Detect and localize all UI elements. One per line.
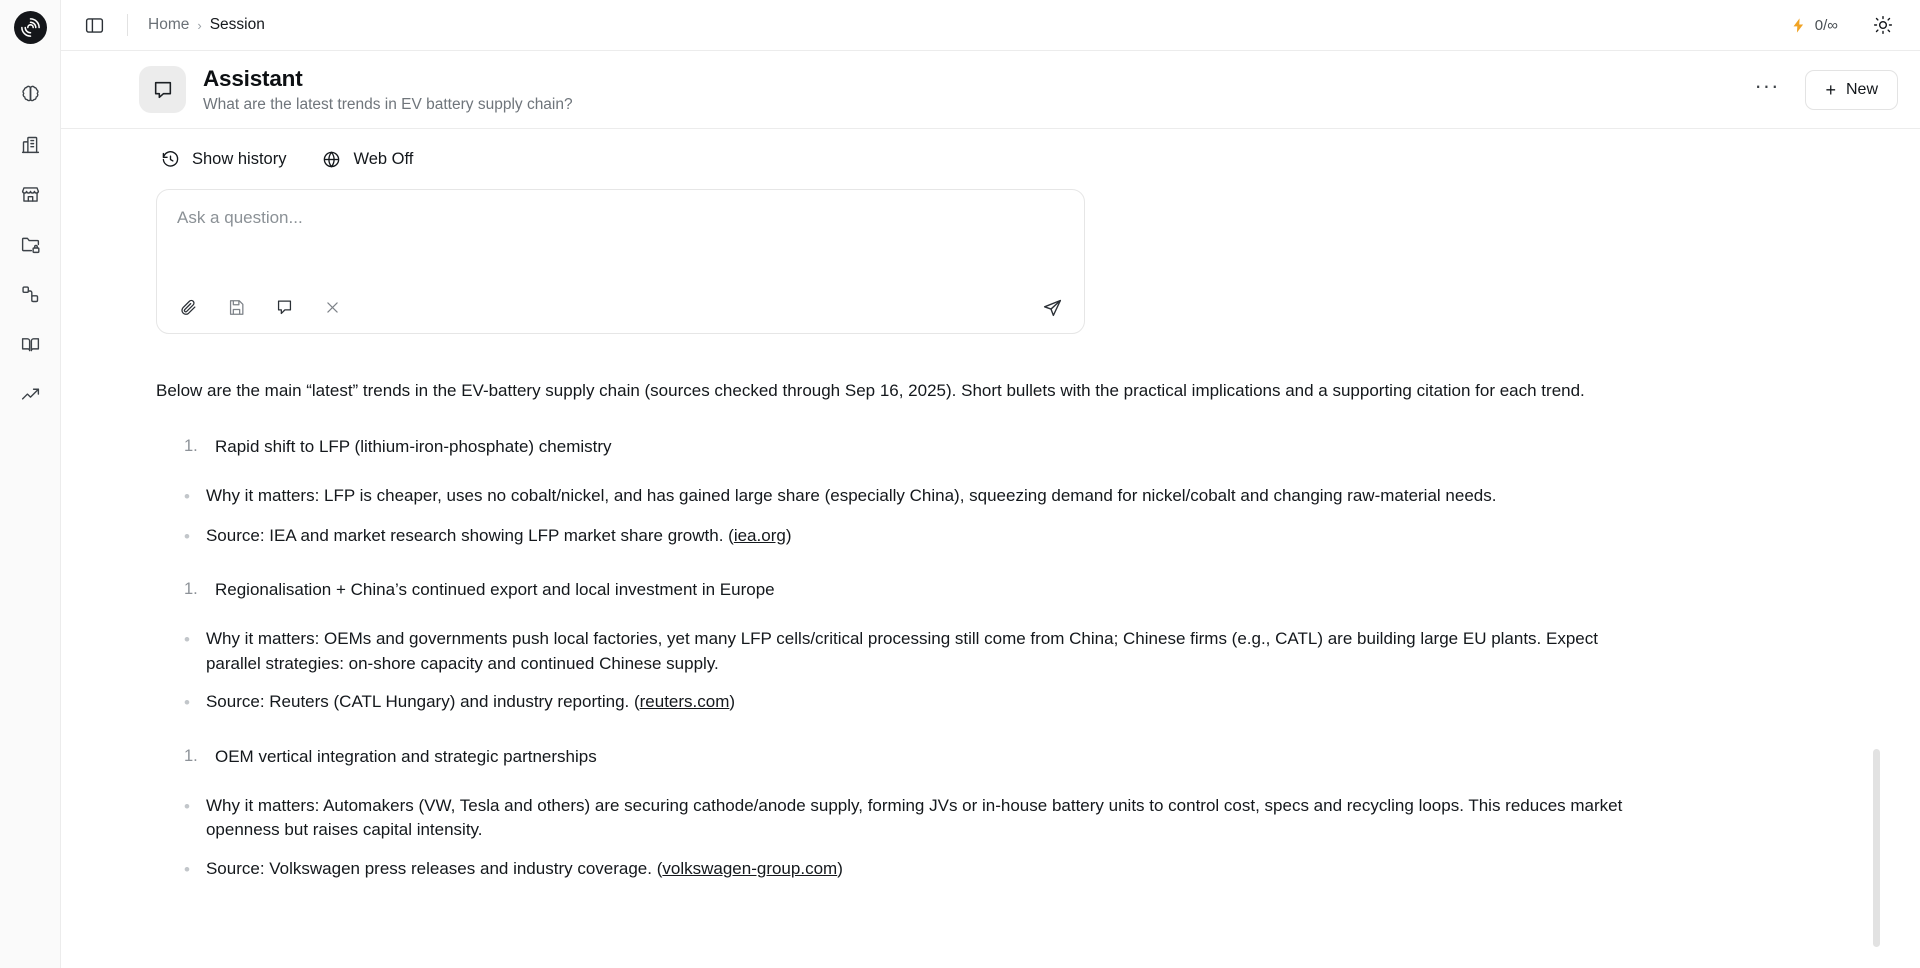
new-session-label: New [1845,80,1878,98]
trend-number: 1. [184,746,198,765]
store-icon [20,184,41,205]
trend-heading-row [156,580,1868,600]
close-x-icon[interactable] [321,296,343,318]
toolbar-divider [127,14,128,36]
tool-strip [61,129,1920,189]
session-subtitle: What are the latest trends in EV battery supply chain? [203,95,573,113]
vertical-scrollbar[interactable] [1873,749,1880,947]
answer-lede: Below are the main “latest” trends in the EV-battery supply chain (sources checked through Sep 16, 2025). Short bullets with the practical implications and a supporting citation for each trend. [156,381,1585,400]
composer-icons [177,296,343,318]
chat-bubble-icon [139,66,186,113]
spiral-logo-icon[interactable] [14,11,47,44]
building-icon [20,134,41,155]
bullet-prefix: Source: Volkswagen press releases and industry coverage. ( [205,859,663,879]
bullet-text: Why it matters: LFP is cheaper, uses no cobalt/nickel, and has gained large share (especially China), squeezing demand for nickel/cobalt and changing raw-material needs. [205,485,1497,505]
paperclip-icon[interactable] [177,296,199,318]
trend-item [156,747,1868,884]
bullet-prefix: Source: Reuters (CATL Hungary) and industry reporting. ( [205,692,640,712]
list-item [184,690,1868,716]
workflow-nodes-icon [20,284,41,305]
trend-item [156,437,1868,551]
bullet-suffix: ) [837,859,843,879]
book-open-icon [20,334,41,355]
send-paper-plane-icon[interactable] [1040,295,1064,319]
bullet-dot-icon: • [184,630,190,650]
sidebar-item-analytics[interactable] [10,374,50,414]
answer-body [61,334,1920,968]
list-item [184,857,1868,883]
lightning-bolt-icon [1790,17,1807,34]
top-bar [61,0,1920,51]
session-actions [1754,70,1898,110]
trend-heading-row [156,747,1868,767]
trend-bullets [156,484,1868,551]
sidebar-item-library[interactable] [10,324,50,364]
sun-icon[interactable] [1868,10,1898,40]
web-toggle-button[interactable] [322,150,413,169]
trend-bullets [156,627,1868,717]
bullet-prefix: Source: IEA and market research showing LFP market share growth. ( [205,525,734,545]
composer-wrapper [61,189,1920,334]
chevron-right-icon: › [197,17,202,33]
save-disk-icon[interactable] [225,296,247,318]
bullet-dot-icon: • [184,796,190,816]
composer-toolbar [177,295,1064,319]
bullet-suffix: ) [785,525,792,545]
bullet-dot-icon: • [184,526,190,546]
citation-link[interactable]: iea.org [733,525,786,545]
more-options-icon[interactable]: ··· [1754,73,1780,98]
bullet-text: Why it matters: OEMs and governments push local factories, yet many LFP cells/critical processing still come from China; Chinese firms (e.g., CATL) are building large EU plants. Expect parallel strategies: on-shore capacity and continued Chinese supply. [205,629,1598,673]
list-item [184,484,1868,510]
sidebar-item-secure-files[interactable] [10,224,50,264]
trend-number: 1. [184,436,198,455]
left-rail [0,0,61,968]
trend-item [156,580,1868,717]
bullet-text [206,524,792,550]
trend-list [156,437,1868,884]
session-header [61,51,1920,129]
show-history-button[interactable] [161,150,286,169]
globe-icon [322,150,341,169]
bullet-dot-icon: • [184,693,190,713]
bullet-dot-icon: • [184,860,190,880]
trend-heading: Rapid shift to LFP (lithium-iron-phosphate) chemistry [215,436,612,456]
trend-heading: OEM vertical integration and strategic partnerships [215,746,597,766]
list-item [184,524,1868,550]
session-text [203,66,573,114]
trend-heading-row [156,437,1868,457]
sidebar-panel-icon[interactable] [79,10,109,40]
trend-bullets [156,794,1868,884]
trending-up-icon [20,384,41,405]
sidebar-item-organization[interactable] [10,124,50,164]
trend-heading: Regionalisation + China’s continued export and local investment in Europe [215,580,775,600]
citation-link[interactable]: volkswagen-group.com [662,859,838,879]
composer[interactable] [156,189,1085,334]
bullet-text: Why it matters: Automakers (VW, Tesla and others) are securing cathode/anode supply, forming JVs or in-house battery units to control cost, specs and recycling loops. This reduces market openness but raises capital intensity. [205,795,1623,840]
breadcrumb [148,16,265,34]
history-clock-icon [161,150,180,169]
list-item [184,627,1868,676]
comment-bubble-icon[interactable] [273,296,295,318]
web-toggle-label: Web Off [353,149,414,168]
credits-value: 0/∞ [1814,16,1838,34]
new-session-button[interactable] [1805,70,1898,110]
credits-indicator[interactable] [1790,17,1838,34]
folder-lock-icon [20,234,41,255]
bullet-text [206,857,843,883]
plus-icon: + [1825,79,1836,100]
breadcrumb-current: Session [209,16,265,33]
bullet-text [206,690,735,716]
show-history-label: Show history [192,149,287,168]
sidebar-item-intelligence[interactable] [10,74,50,114]
sidebar-item-marketplace[interactable] [10,174,50,214]
trend-number: 1. [184,580,198,599]
brain-icon [20,84,41,105]
breadcrumb-home[interactable]: Home [148,16,190,33]
sidebar-item-workflows[interactable] [10,274,50,314]
main-column [61,0,1920,968]
search-input[interactable] [177,208,1064,228]
bullet-suffix: ) [729,692,736,712]
bullet-dot-icon: • [184,486,190,506]
citation-link[interactable]: reuters.com [639,692,730,712]
top-bar-right [1790,10,1898,40]
page-title: Assistant [203,65,303,91]
list-item [184,794,1868,843]
